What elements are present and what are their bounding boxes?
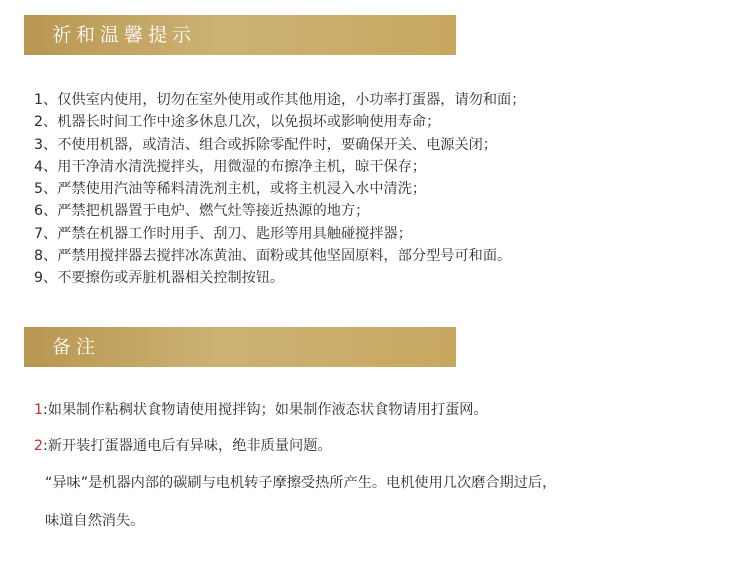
tip-item: 4、用干净清水清洗搅拌头，用微湿的布擦净主机，晾干保存； [34,158,427,175]
tip-item: 3、不使用机器，或清洁、组合或拆除零配件时，要确保开关、电源关闭； [34,136,498,153]
note-item-2 [34,436,332,456]
note-text: :如果制作粘稠状食物请使用搅拌钩；如果制作液态状食物请用打蛋网。 [43,402,488,418]
notes-section-header [24,327,456,367]
tip-item: 1、仅供室内使用，切勿在室外使用或作其他用途，小功率打蛋器，请勿和面； [34,92,526,108]
tip-item: 9、不要擦伤或弄脏机器相关控制按钮。 [34,270,285,287]
tip-item: 5、严禁使用汽油等稀料清洗剂主机，或将主机浸入水中清洗； [34,181,427,198]
tip-item: 6、严禁把机器置于电炉、燃气灶等接近热源的地方； [34,203,370,220]
note-continuation-line: 味道自然消失。 [45,513,145,529]
note-text: :新开装打蛋器通电后有异味，绝非质量问题。 [43,438,332,454]
note-number: 2 [34,438,44,454]
note-number: 1 [34,402,44,418]
note-continuation-line: “异味”是机器内部的碳刷与电机转子摩擦受热所产生。电机使用几次磨合期过后， [45,475,557,491]
note-item-1 [34,400,488,420]
notes-section-title: 备注 [52,336,101,358]
tips-section-header [24,15,456,55]
tips-list [34,89,525,290]
tip-item: 7、严禁在机器工作时用手、刮刀、匙形等用具触碰搅拌器； [34,225,412,242]
tip-item: 2、机器长时间工作中途多休息几次，以免损坏或影响使用寿命； [34,114,441,131]
tips-section-title: 祈和温馨提示 [52,24,197,46]
tip-item: 8、严禁用搅拌器去搅拌冰冻黄油、面粉或其他坚固原料，部分型号可和面。 [34,248,512,265]
